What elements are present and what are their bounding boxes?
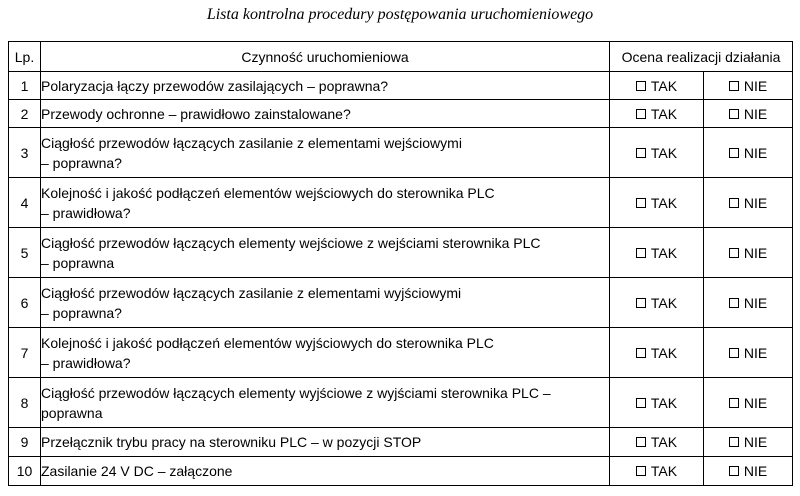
option-nie-cell[interactable] bbox=[704, 228, 793, 278]
option-nie-label: NIE bbox=[743, 344, 768, 361]
option-tak-label: TAK bbox=[650, 294, 678, 311]
task-line: Kolejność i jakość podłączeń elementów wejściowych do sterownika PLC bbox=[41, 184, 495, 201]
header-task: Czynność uruchomieniowa bbox=[41, 42, 610, 72]
option-tak-label: TAK bbox=[650, 194, 678, 211]
option-nie-label: NIE bbox=[743, 294, 768, 311]
option-nie-label: NIE bbox=[743, 144, 768, 161]
option-tak-cell[interactable] bbox=[610, 278, 704, 328]
task-line: – poprawna bbox=[41, 254, 115, 271]
task-line: Polaryzacja łączy przewodów zasilających – poprawna? bbox=[41, 77, 389, 94]
checkbox-tak[interactable] bbox=[636, 348, 646, 358]
option-tak-cell[interactable] bbox=[610, 128, 704, 178]
option-nie-cell[interactable] bbox=[704, 457, 793, 486]
checkbox-nie[interactable] bbox=[729, 466, 739, 476]
table-row bbox=[9, 328, 793, 378]
option-nie-label: NIE bbox=[743, 394, 768, 411]
option-nie-label: NIE bbox=[743, 434, 768, 450]
option-nie-label: NIE bbox=[743, 77, 768, 94]
row-number: 8 bbox=[9, 378, 41, 428]
option-nie-cell[interactable] bbox=[704, 100, 793, 128]
task-line: Ciągłość przewodów łączących elementy wyjściowe z wyjściami sterownika PLC – bbox=[41, 384, 551, 401]
task-line: Kolejność i jakość podłączeń elementów wyjściowych do sterownika PLC bbox=[41, 334, 494, 351]
task-description bbox=[41, 100, 610, 128]
task-line: Przełącznik trybu pracy na sterowniku PLC – w pozycji STOP bbox=[41, 434, 422, 450]
checkbox-tak[interactable] bbox=[636, 148, 646, 158]
option-tak-cell[interactable] bbox=[610, 100, 704, 128]
row-number: 5 bbox=[9, 228, 41, 278]
task-line: Przewody ochronne – prawidłowo zainstalowane? bbox=[41, 105, 351, 122]
option-tak-label: TAK bbox=[650, 144, 678, 161]
option-tak-label: TAK bbox=[650, 434, 678, 450]
option-tak-cell[interactable] bbox=[610, 328, 704, 378]
table-row bbox=[9, 228, 793, 278]
option-tak-cell[interactable] bbox=[610, 72, 704, 100]
checkbox-tak[interactable] bbox=[636, 198, 646, 208]
row-number: 2 bbox=[9, 100, 41, 128]
checklist-table bbox=[8, 41, 793, 486]
option-nie-cell[interactable] bbox=[704, 178, 793, 228]
option-nie-label: NIE bbox=[743, 105, 768, 122]
row-number: 9 bbox=[9, 428, 41, 457]
checkbox-tak[interactable] bbox=[636, 298, 646, 308]
checkbox-tak[interactable] bbox=[636, 398, 646, 408]
row-number: 3 bbox=[9, 128, 41, 178]
table-row bbox=[9, 457, 793, 486]
checkbox-tak[interactable] bbox=[636, 109, 646, 119]
row-number: 6 bbox=[9, 278, 41, 328]
table-row bbox=[9, 378, 793, 428]
option-nie-cell[interactable] bbox=[704, 278, 793, 328]
checkbox-nie[interactable] bbox=[729, 398, 739, 408]
option-nie-label: NIE bbox=[743, 244, 768, 261]
option-tak-label: TAK bbox=[650, 244, 678, 261]
task-description bbox=[41, 128, 610, 178]
checkbox-nie[interactable] bbox=[729, 348, 739, 358]
checkbox-tak[interactable] bbox=[636, 248, 646, 258]
task-line: Zasilanie 24 V DC – załączone bbox=[41, 463, 233, 479]
task-description bbox=[41, 178, 610, 228]
table-row bbox=[9, 178, 793, 228]
task-line: – prawidłowa? bbox=[41, 204, 131, 221]
task-description bbox=[41, 228, 610, 278]
row-number: 10 bbox=[9, 457, 41, 486]
checkbox-nie[interactable] bbox=[729, 109, 739, 119]
checkbox-nie[interactable] bbox=[729, 81, 739, 91]
task-description bbox=[41, 72, 610, 100]
header-row bbox=[9, 42, 793, 72]
task-line: Ciągłość przewodów łączących zasilanie z elementami wyjściowymi bbox=[41, 284, 462, 301]
checkbox-nie[interactable] bbox=[729, 198, 739, 208]
option-nie-cell[interactable] bbox=[704, 378, 793, 428]
table-row bbox=[9, 128, 793, 178]
option-nie-label: NIE bbox=[743, 194, 768, 211]
task-line: – prawidłowa? bbox=[41, 354, 131, 371]
document-title: Lista kontrolna procedury postępowania uruchomieniowego bbox=[206, 6, 594, 23]
task-description bbox=[41, 428, 610, 457]
row-number: 7 bbox=[9, 328, 41, 378]
option-tak-cell[interactable] bbox=[610, 228, 704, 278]
task-description bbox=[41, 378, 610, 428]
checkbox-nie[interactable] bbox=[729, 148, 739, 158]
header-lp: Lp. bbox=[9, 42, 41, 72]
option-tak-label: TAK bbox=[650, 394, 678, 411]
task-line: poprawna bbox=[41, 404, 103, 421]
option-tak-cell[interactable] bbox=[610, 378, 704, 428]
option-nie-label: NIE bbox=[743, 463, 768, 479]
checkbox-nie[interactable] bbox=[729, 248, 739, 258]
checkbox-nie[interactable] bbox=[729, 437, 739, 447]
table-row bbox=[9, 428, 793, 457]
option-tak-label: TAK bbox=[650, 344, 678, 361]
option-nie-cell[interactable] bbox=[704, 428, 793, 457]
option-tak-cell[interactable] bbox=[610, 178, 704, 228]
checkbox-tak[interactable] bbox=[636, 81, 646, 91]
task-description bbox=[41, 278, 610, 328]
task-line: Ciągłość przewodów łączących zasilanie z elementami wejściowymi bbox=[41, 134, 462, 151]
option-tak-label: TAK bbox=[650, 77, 678, 94]
task-line: – poprawna? bbox=[41, 304, 122, 321]
option-nie-cell[interactable] bbox=[704, 72, 793, 100]
row-number: 1 bbox=[9, 72, 41, 100]
header-assessment: Ocena realizacji działania bbox=[610, 42, 793, 72]
task-description bbox=[41, 328, 610, 378]
row-number: 4 bbox=[9, 178, 41, 228]
checkbox-nie[interactable] bbox=[729, 298, 739, 308]
option-tak-label: TAK bbox=[650, 463, 678, 479]
option-tak-cell[interactable] bbox=[610, 428, 704, 457]
table-row bbox=[9, 72, 793, 100]
table-row bbox=[9, 278, 793, 328]
task-line: – poprawna? bbox=[41, 154, 122, 171]
option-nie-cell[interactable] bbox=[704, 328, 793, 378]
task-description bbox=[41, 457, 610, 486]
option-nie-cell[interactable] bbox=[704, 128, 793, 178]
task-line: Ciągłość przewodów łączących elementy wejściowe z wejściami sterownika PLC bbox=[41, 234, 541, 251]
option-tak-cell[interactable] bbox=[610, 457, 704, 486]
table-row bbox=[9, 100, 793, 128]
checkbox-tak[interactable] bbox=[636, 437, 646, 447]
checkbox-tak[interactable] bbox=[636, 466, 646, 476]
option-tak-label: TAK bbox=[650, 105, 678, 122]
